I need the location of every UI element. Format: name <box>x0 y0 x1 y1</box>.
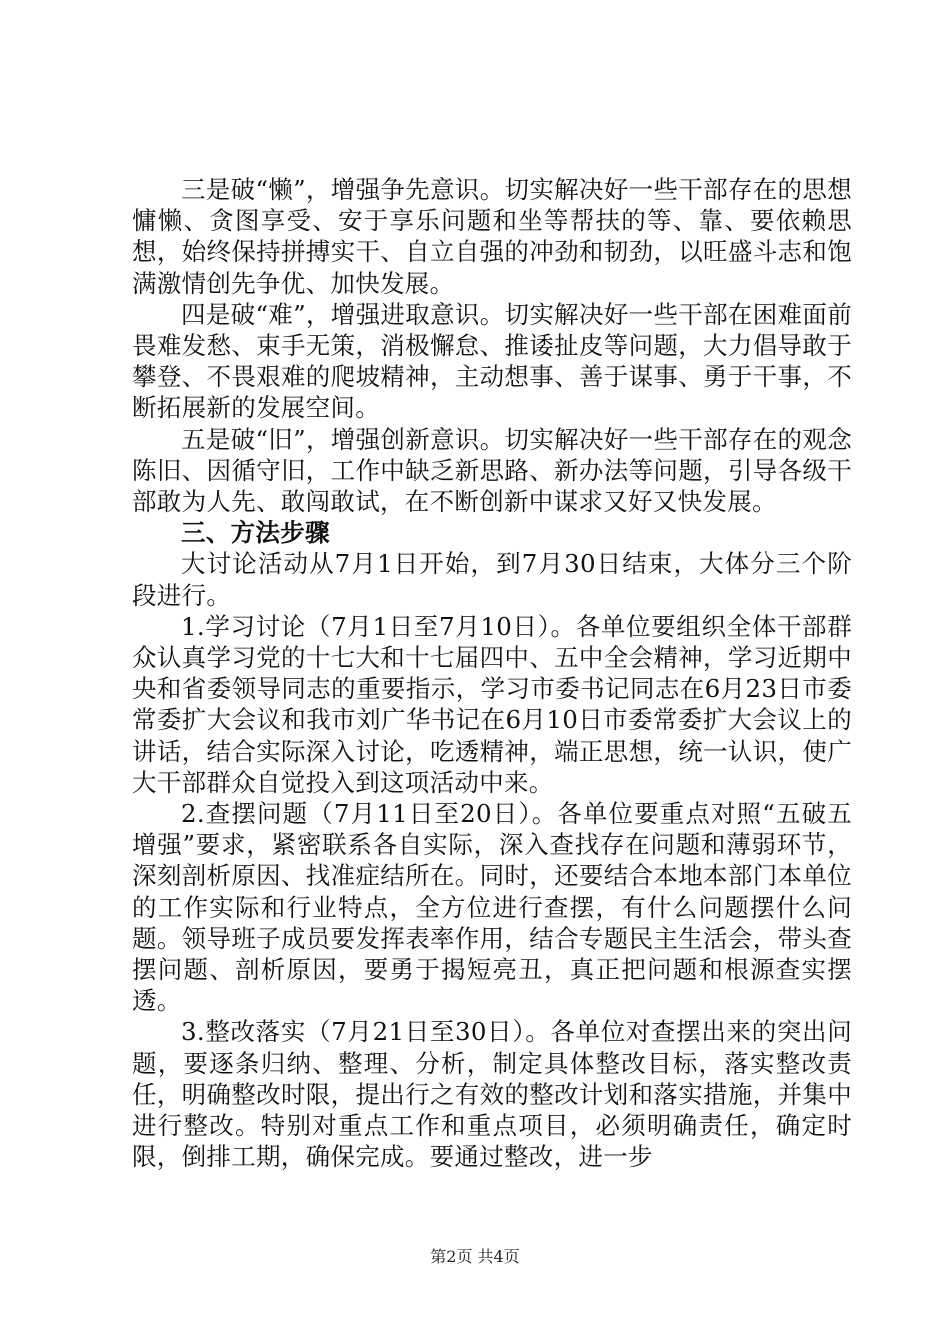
paragraph-step-2: 2.查摆问题（7月11日至20日）。各单位要重点对照“五破五增强”要求，紧密联系各自实际，深入查找存在问题和薄弱环节，深刻剖析原因、找准症结所在。同时，还要结合本地本部门本单位的工作实际和行业特点，全方位进行查摆，有什么问题摆什么问题。领导班子成员要发挥表率作用，结合专题民主生活会，带头查摆问题、剖析原因，要勇于揭短亮丑，真正把问题和根源查实摆透。 <box>132 799 852 1016</box>
paragraph-overview: 大讨论活动从7月1日开始，到7月30日结束，大体分三个阶段进行。 <box>132 549 852 610</box>
section-heading-methods: 三、方法步骤 <box>181 518 330 548</box>
paragraph-step-1: 1.学习讨论（7月1日至7月10日）。各单位要组织全体干部群众认真学习党的十七大和十七届四中、五中全会精神，学习近期中央和省委领导同志的重要指示，学习市委书记同志在6月23日市委常委扩大会议和我市刘广华书记在6月10日市委常委扩大会议上的讲话，结合实际深入讨论，吃透精神，端正思想，统一认识，使广大干部群众自觉投入到这项活动中来。 <box>132 611 852 797</box>
paragraph-po-jiu: 五是破“旧”，增强创新意识。切实解决好一些干部存在的观念陈旧、因循守旧，工作中缺乏新思路、新办法等问题，引导各级干部敢为人先、敢闯敢试，在不断创新中谋求又好又快发展。 <box>132 424 852 517</box>
paragraph-po-lan: 三是破“懒”，增强争先意识。切实解决好一些干部存在的思想慵懒、贪图享受、安于享乐问题和坐等帮扶的等、靠、要依赖思想，始终保持拼搏实干、自立自强的冲劲和韧劲，以旺盛斗志和饱满激情创先争优、加快发展。 <box>132 175 852 298</box>
page-footer: 第2页 共4页 <box>430 1247 520 1266</box>
document-body <box>132 174 852 1173</box>
paragraph-step-3: 3.整改落实（7月21日至30日）。各单位对查摆出来的突出问题，要逐条归纳、整理、分析，制定具体整改目标，落实整改责任，明确整改时限，提出行之有效的整改计划和落实措施，并集中进行整改。特别对重点工作和重点项目，必须明确责任，确定时限，倒排工期，确保完成。要通过整改，进一步 <box>132 1017 852 1172</box>
paragraph-po-nan: 四是破“难”，增强进取意识。切实解决好一些干部在困难面前畏难发愁、束手无策，消极懈怠、推诿扯皮等问题，大力倡导敢于攀登、不畏艰难的爬坡精神，主动想事、善于谋事、勇于干事，不断拓展新的发展空间。 <box>132 299 852 423</box>
